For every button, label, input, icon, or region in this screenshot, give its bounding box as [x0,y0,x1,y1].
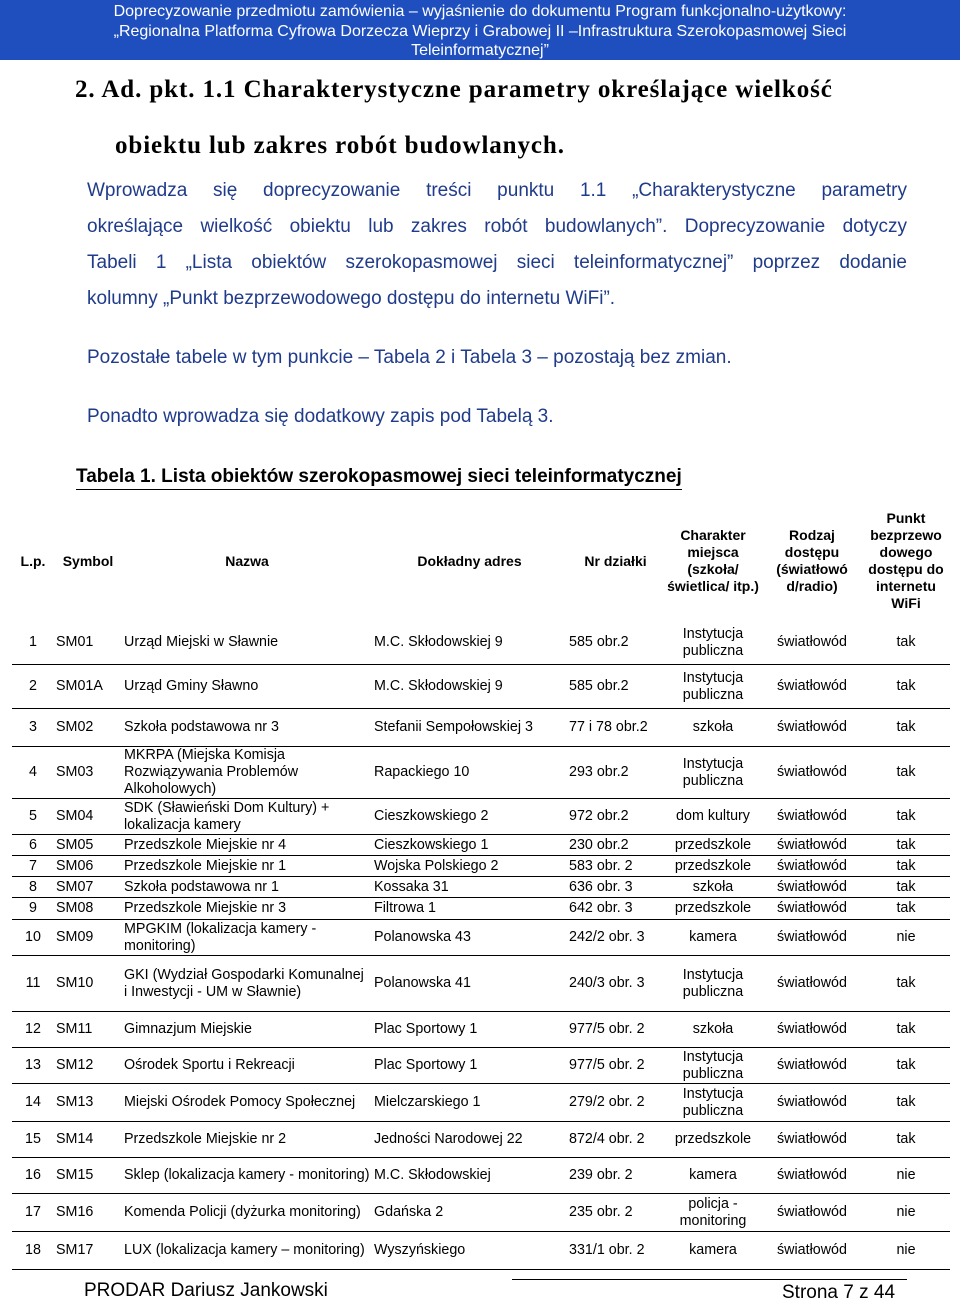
header-lp: L.p. [20,552,46,569]
cell-symbol: SM04 [56,808,94,824]
cell-dzialka: 977/5 obr. 2 [569,1021,645,1037]
section-heading [75,62,935,174]
cell-lp: 17 [25,1204,41,1220]
cell-symbol: SM11 [56,1021,93,1037]
cell-nazwa: Szkoła podstawowa nr 1 [124,878,279,895]
cell-nazwa: Przedszkole Miejskie nr 1 [124,857,287,874]
cell-charakter: Instytucja publiczna [682,625,744,659]
cell-adres: Kossaka 31 [374,878,449,895]
cell-charakter: dom kultury [676,808,750,824]
cell-charakter: kamera [689,929,737,945]
table-row [12,1122,950,1158]
cell-wifi: nie [896,1204,916,1220]
cell-lp: 11 [25,975,41,991]
objects-table [12,502,950,1270]
table-row [12,1194,950,1232]
header-rodzaj: Rodzaj dostępu (światłowó d/radio) [776,527,848,594]
cell-wifi: tak [896,1094,916,1110]
cell-lp: 5 [29,808,37,824]
cell-rodzaj: światłowód [777,975,847,991]
cell-rodzaj: światłowód [777,878,847,895]
cell-dzialka: 977/5 obr. 2 [569,1057,645,1073]
cell-wifi: tak [896,678,916,694]
cell-wifi: tak [896,975,916,991]
cell-adres: Plac Sportowy 1 [374,1057,478,1073]
paragraph-1-line-4: kolumny „Punkt bezprzewodowego dostępu do internetu WiFi”. [87,288,616,309]
cell-symbol: SM14 [56,1131,94,1147]
cell-charakter: Instytucja publiczna [682,1048,744,1082]
cell-dzialka: 235 obr. 2 [569,1204,633,1220]
cell-charakter: policja - monitoring [679,1195,747,1229]
cell-nazwa: GKI (Wydział Gospodarki Komunalnej i Inwestycji - UM w Sławnie) [124,966,364,1000]
cell-adres: Gdańska 2 [374,1204,444,1220]
paragraph-1-line-3: Tabeli 1 „Lista obiektów szerokopasmowej sieci teleinformatycznej” poprzez dodanie [87,252,907,273]
cell-symbol: SM15 [56,1167,94,1183]
cell-lp: 14 [25,1094,41,1110]
cell-adres: Filtrowa 1 [374,900,436,916]
table-row [12,747,950,799]
cell-adres: M.C. Skłodowskiej [374,1167,491,1183]
cell-symbol: SM07 [56,878,94,895]
cell-charakter: przedszkole [674,1131,752,1147]
section-heading-line-2: obiektu lub zakres robót budowlanych. [115,132,565,159]
cell-rodzaj: światłowód [777,764,847,780]
cell-nazwa: Urząd Gminy Sławno [124,678,259,694]
cell-wifi: tak [896,764,916,780]
header-line-1: Doprecyzowanie przedmiotu zamówienia – wyjaśnienie do dokumentu Program funkcjonalno-użytkowy: [113,3,847,20]
cell-rodzaj: światłowód [777,1242,847,1258]
cell-nazwa: Szkoła podstawowa nr 3 [124,719,279,735]
cell-lp: 4 [29,764,37,780]
cell-symbol: SM06 [56,857,94,874]
cell-charakter: Instytucja publiczna [682,755,744,789]
cell-nazwa: Przedszkole Miejskie nr 3 [124,900,287,916]
cell-adres: M.C. Skłodowskiej 9 [374,634,503,650]
header-line-3: Teleinformatycznej” [411,42,549,59]
cell-wifi: tak [896,900,916,916]
cell-adres: Wojska Polskiego 2 [374,857,499,874]
cell-nazwa: MKRPA (Miejska Komisja Rozwiązywania Problemów Alkoholowych) [124,747,299,797]
header-charakter: Charakter miejsca (szkoła/ świetlica/ itp.) [667,527,759,594]
cell-wifi: tak [896,836,916,853]
cell-symbol: SM01 [56,634,94,650]
cell-nazwa: SDK (Sławieński Dom Kultury) + lokalizacja kamery [124,799,330,833]
cell-adres: Rapackiego 10 [374,764,470,780]
paragraph-3: Ponadto wprowadza się dodatkowy zapis pod Tabelą 3. [87,406,554,427]
cell-charakter: szkoła [692,878,734,895]
cell-dzialka: 331/1 obr. 2 [569,1242,645,1258]
table-row [12,898,950,920]
table-row [12,1158,950,1194]
cell-wifi: tak [896,1057,916,1073]
table-row [12,709,950,747]
cell-adres: Polanowska 43 [374,929,471,945]
cell-dzialka: 279/2 obr. 2 [569,1094,645,1110]
cell-rodzaj: światłowód [777,857,847,874]
cell-adres: Plac Sportowy 1 [374,1021,478,1037]
cell-lp: 7 [29,857,37,874]
cell-rodzaj: światłowód [777,1057,847,1073]
cell-dzialka: 293 obr.2 [569,764,629,780]
cell-rodzaj: światłowód [777,1167,847,1183]
table-caption: Tabela 1. Lista obiektów szerokopasmowej sieci teleinformatycznej [76,466,682,490]
cell-lp: 3 [29,719,37,735]
cell-lp: 13 [25,1057,41,1073]
cell-rodzaj: światłowód [777,678,847,694]
cell-charakter: kamera [689,1167,737,1183]
cell-lp: 18 [25,1242,41,1258]
cell-rodzaj: światłowód [777,634,847,650]
cell-adres: Wyszyńskiego [374,1242,466,1258]
cell-charakter: Instytucja publiczna [682,966,744,1000]
cell-adres: Polanowska 41 [374,975,471,991]
document-header-banner [0,0,960,60]
cell-dzialka: 230 obr.2 [569,836,629,853]
cell-rodzaj: światłowód [777,900,847,916]
cell-rodzaj: światłowód [777,929,847,945]
cell-dzialka: 240/3 obr. 3 [569,975,645,991]
cell-symbol: SM05 [56,836,94,853]
cell-charakter: kamera [689,1242,737,1258]
cell-symbol: SM12 [56,1057,94,1073]
cell-charakter: szkoła [692,1021,734,1037]
header-nazwa: Nazwa [225,552,269,569]
cell-symbol: SM13 [56,1094,94,1110]
cell-dzialka: 585 obr.2 [569,678,629,694]
table-row [12,1012,950,1048]
header-dzialka: Nr działki [584,552,647,569]
cell-nazwa: LUX (lokalizacja kamery – monitoring) [124,1242,365,1258]
cell-wifi: nie [896,1167,916,1183]
table-row [12,799,950,835]
table-row [12,1048,950,1084]
cell-lp: 10 [25,929,41,945]
cell-dzialka: 585 obr.2 [569,634,629,650]
cell-nazwa: Przedszkole Miejskie nr 4 [124,836,287,853]
cell-nazwa: Ośrodek Sportu i Rekreacji [124,1057,295,1073]
table-row [12,920,950,956]
footer-page-number: Strona 7 z 44 [782,1282,896,1303]
cell-dzialka: 583 obr. 2 [569,857,633,874]
cell-dzialka: 642 obr. 3 [569,900,633,916]
cell-adres: Mielczarskiego 1 [374,1094,481,1110]
cell-lp: 16 [25,1167,41,1183]
cell-nazwa: Miejski Ośrodek Pomocy Społecznej [124,1094,356,1110]
cell-rodzaj: światłowód [777,1204,847,1220]
cell-symbol: SM01A [56,678,103,694]
cell-adres: M.C. Skłodowskiej 9 [374,678,503,694]
cell-dzialka: 972 obr.2 [569,808,629,824]
cell-charakter: przedszkole [674,857,752,874]
cell-rodzaj: światłowód [777,1131,847,1147]
cell-charakter: Instytucja publiczna [682,669,744,703]
cell-symbol: SM10 [56,975,94,991]
cell-nazwa: Przedszkole Miejskie nr 2 [124,1131,287,1147]
cell-charakter: przedszkole [674,836,752,853]
table-header-row [12,502,950,621]
cell-dzialka: 242/2 obr. 3 [569,929,645,945]
cell-symbol: SM03 [56,764,94,780]
table-body [12,621,950,1270]
cell-charakter: przedszkole [674,900,752,916]
table-row [12,621,950,665]
cell-wifi: nie [896,1242,916,1258]
cell-symbol: SM09 [56,929,94,945]
cell-adres: Cieszkowskiego 1 [374,836,489,853]
cell-lp: 9 [29,900,37,916]
header-symbol: Symbol [62,552,114,569]
cell-lp: 2 [29,678,37,694]
paragraph-1-line-1: Wprowadza się doprecyzowanie treści punktu 1.1 „Charakterystyczne parametry [87,180,907,201]
cell-lp: 15 [25,1131,41,1147]
cell-nazwa: Komenda Policji (dyżurka monitoring) [124,1204,361,1220]
table-row [12,665,950,709]
cell-symbol: SM16 [56,1204,94,1220]
table-row [12,956,950,1012]
cell-lp: 6 [29,836,37,853]
cell-symbol: SM08 [56,900,94,916]
cell-rodzaj: światłowód [777,1094,847,1110]
cell-rodzaj: światłowód [777,1021,847,1037]
header-wifi: Punkt bezprzewo dowego dostępu do internetu WiFi [868,510,944,611]
cell-dzialka: 872/4 obr. 2 [569,1131,645,1147]
section-heading-line-1: 2. Ad. pkt. 1.1 Charakterystyczne parametry określające wielkość [75,76,833,103]
footer-company: PRODAR Dariusz Jankowski [84,1280,328,1301]
cell-wifi: tak [896,634,916,650]
cell-lp: 1 [29,634,37,650]
cell-wifi: tak [896,1021,916,1037]
cell-wifi: nie [896,929,916,945]
table-row [12,835,950,856]
cell-wifi: tak [896,857,916,874]
paragraph-1-line-2: określające wielkość obiektu lub zakres robót budowlanych”. Doprecyzowanie dotyczy [87,216,907,237]
table-row [12,1232,950,1270]
cell-charakter: Instytucja publiczna [682,1085,744,1119]
cell-wifi: tak [896,719,916,735]
cell-adres: Jedności Narodowej 22 [374,1131,523,1147]
cell-wifi: tak [896,808,916,824]
cell-dzialka: 239 obr. 2 [569,1167,633,1183]
cell-wifi: tak [896,1131,916,1147]
cell-lp: 8 [29,878,37,895]
cell-adres: Stefanii Sempołowskiej 3 [374,719,533,735]
paragraph-2: Pozostałe tabele w tym punkcie – Tabela 2 i Tabela 3 – pozostają bez zmian. [87,347,732,368]
cell-dzialka: 636 obr. 3 [569,878,633,895]
cell-rodzaj: światłowód [777,719,847,735]
cell-symbol: SM02 [56,719,94,735]
cell-charakter: szkoła [692,719,734,735]
table-row [12,856,950,877]
cell-adres: Cieszkowskiego 2 [374,808,489,824]
cell-dzialka: 77 i 78 obr.2 [569,719,648,735]
cell-nazwa: Urząd Miejski w Sławnie [124,634,279,650]
header-line-2: „Regionalna Platforma Cyfrowa Dorzecza Wieprzy i Grabowej II –Infrastruktura Szerokopasmowej Sieci [113,22,847,40]
cell-symbol: SM17 [56,1242,94,1258]
cell-rodzaj: światłowód [777,808,847,824]
cell-wifi: tak [896,878,916,895]
table-row [12,1084,950,1122]
header-adres: Dokładny adres [417,552,522,569]
cell-lp: 12 [25,1021,41,1037]
footer-rule [512,1279,907,1280]
table-row [12,877,950,898]
cell-rodzaj: światłowód [777,836,847,853]
cell-nazwa: Gimnazjum Miejskie [124,1021,252,1037]
cell-nazwa: Sklep (lokalizacja kamery - monitoring) [124,1167,370,1183]
cell-nazwa: MPGKIM (lokalizacja kamery - monitoring) [124,920,317,954]
